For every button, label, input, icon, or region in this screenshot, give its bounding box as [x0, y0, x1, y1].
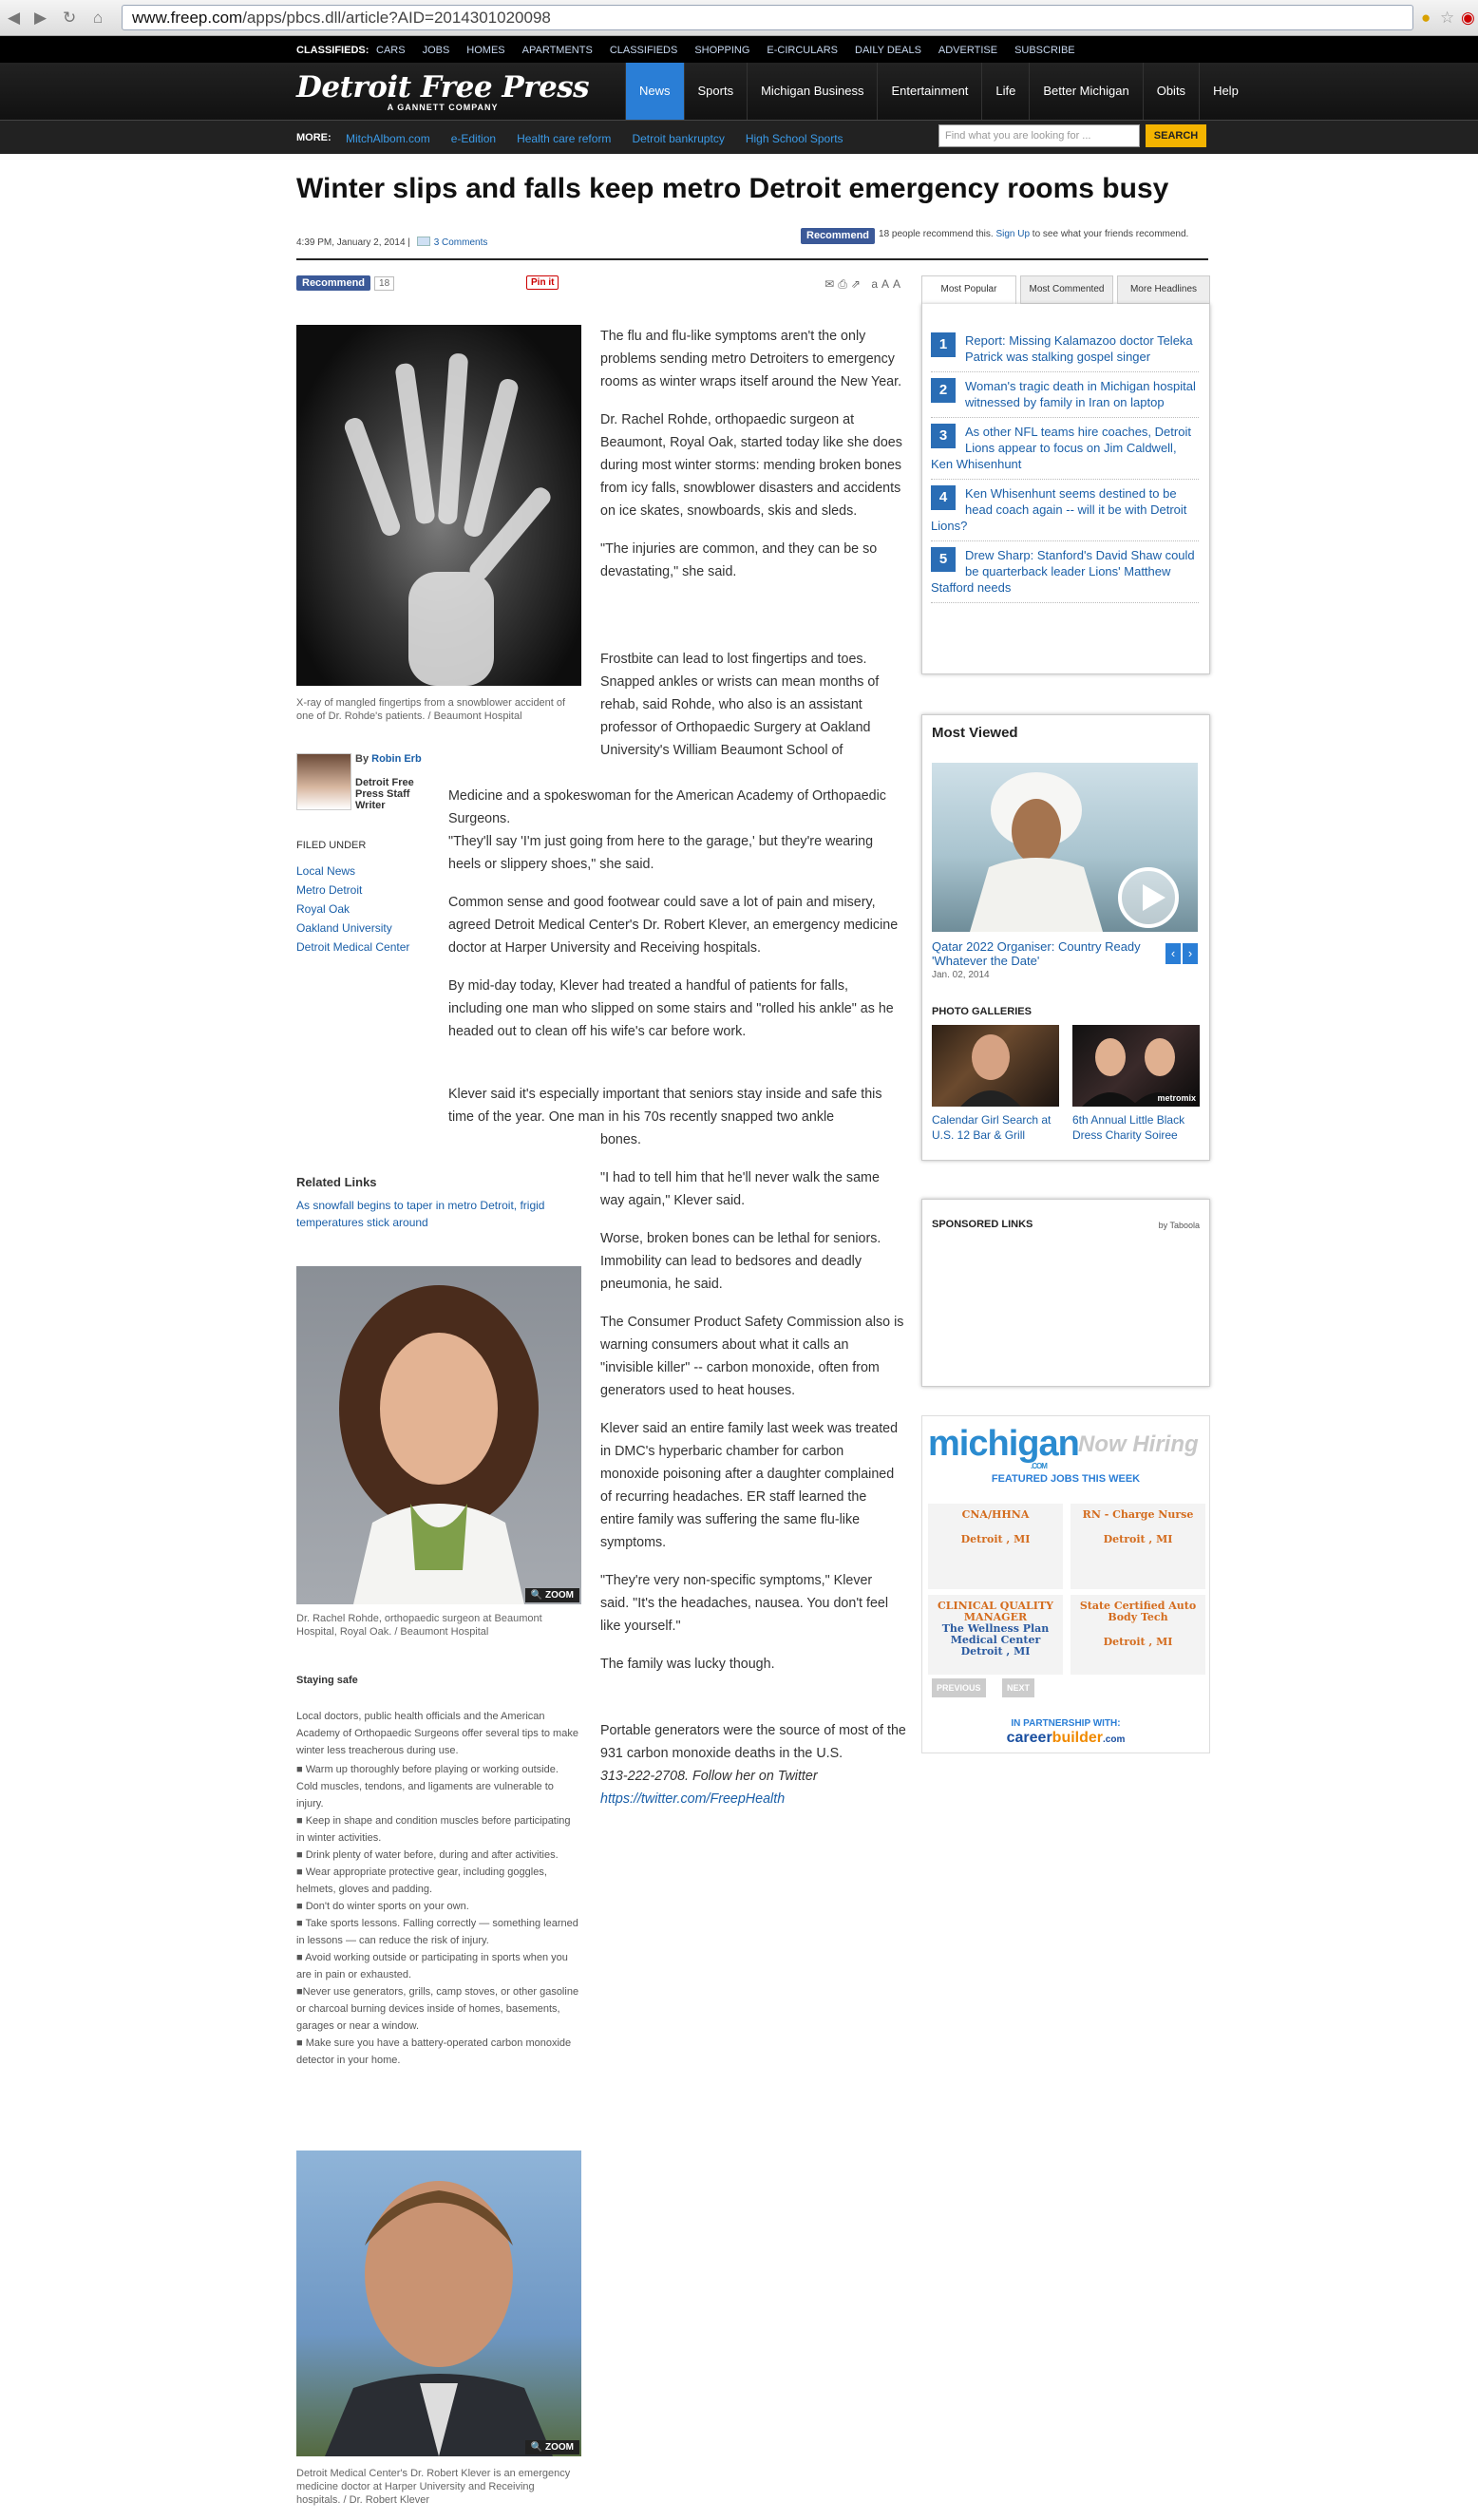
article-paragraph: Common sense and good footwear could save a lot of pain and misery, agreed Detroit Medical Center's Dr. Robert Klever, an emergency medicine doctor at Harper University and Receiving hospitals. [448, 895, 899, 956]
popular-link[interactable]: Ken Whisenhunt seems destined to be head coach again -- will it be with Detroit Lions? [931, 486, 1187, 533]
article-paragraph: The Consumer Product Safety Commission also is warning consumers about what it calls an "invisible killer" -- carbon monoxide, often from generators used to heat houses. [600, 1315, 904, 1398]
classifieds-links [376, 45, 1092, 56]
staying-safe-item: ■ Make sure you have a battery-operated carbon monoxide detector in your home. [296, 2037, 572, 2066]
rank-badge: 1 [931, 332, 956, 357]
classified-link-daily-deals[interactable]: DAILY DEALS [855, 45, 921, 56]
headline-rule [296, 258, 1208, 260]
video-thumbnail[interactable] [932, 763, 1198, 932]
sponsored-links-title: SPONSORED LINKS [932, 1219, 1033, 1230]
print-icon[interactable]: ⎙ [838, 277, 851, 291]
classified-link-subscribe[interactable]: SUBSCRIBE [1014, 45, 1075, 56]
filed-under-link[interactable]: Local News [296, 864, 356, 878]
author-role: Detroit Free Press Staff Writer [355, 777, 414, 811]
gallery-link-2[interactable]: 6th Annual Little Black Dress Charity Soiree [1072, 1113, 1185, 1142]
author-avatar [296, 753, 351, 810]
search-input[interactable]: Find what you are looking for ... [938, 124, 1140, 147]
article-paragraph: "They'll say 'I'm just going from here to the garage,' but they're wearing heels or slippery shoes," she said. [448, 834, 874, 872]
video-date: Jan. 02, 2014 [932, 970, 990, 980]
staying-safe-item: ■ Drink plenty of water before, during and after activities. [296, 1849, 559, 1861]
sidebar-tabs [921, 275, 1210, 304]
article-paragraph: Portable generators were the source of most of the 931 carbon monoxide deaths in the U.S. 313-222-2708. Follow her on Twitter https://twitter.com/FreepHealth [600, 1723, 906, 1807]
classified-link-shopping[interactable]: SHOPPING [694, 45, 750, 56]
staying-safe-item: ■ Keep in shape and condition muscles before participating in winter activities. [296, 1815, 571, 1844]
tab-more-headlines[interactable]: More Headlines [1117, 275, 1210, 304]
nav-item-sports[interactable]: Sports [684, 63, 748, 120]
popular-link[interactable]: Drew Sharp: Stanford's David Shaw could be quarterback leader Lions' Matthew Stafford needs [931, 548, 1195, 595]
classified-link-cars[interactable]: CARS [376, 45, 406, 56]
jobs-widget [921, 1415, 1210, 1753]
popular-link[interactable]: Report: Missing Kalamazoo doctor Teleka Patrick was stalking gospel singer [965, 333, 1193, 364]
nav-item-news[interactable]: News [625, 63, 684, 120]
related-links [296, 1175, 581, 1231]
share-icon[interactable]: ⇗ [850, 277, 864, 291]
next-button[interactable]: NEXT [1002, 1678, 1034, 1697]
bookmark-star-icon[interactable]: ☆ [1440, 9, 1455, 27]
gallery-watermark: metromix [1157, 1093, 1196, 1103]
staying-safe-item: ■ Warm up thoroughly before playing or working outside. Cold muscles, tendons, and ligaments are vulnerable to injury. [296, 1764, 559, 1809]
nav-item-obits[interactable]: Obits [1143, 63, 1199, 120]
zoom-button[interactable]: 🔍 ZOOM [525, 1588, 579, 1602]
recommend-box [801, 228, 1209, 244]
extension-icon[interactable]: ● [1421, 9, 1431, 27]
timestamp: 4:39 PM, January 2, 2014 [296, 237, 406, 248]
more-label: MORE: [296, 132, 332, 143]
popular-link[interactable]: As other NFL teams hire coaches, Detroit Lions appear to focus on Jim Caldwell, Ken Whisenhunt [931, 425, 1191, 471]
fb-recommend-button[interactable]: Recommend [801, 228, 875, 244]
filed-under-link[interactable]: Detroit Medical Center [296, 940, 410, 954]
reload-icon[interactable]: ↻ [63, 9, 77, 27]
rank-badge: 4 [931, 485, 956, 510]
article-body-bottom [600, 1166, 904, 1691]
article-paragraph: "They're very non-specific symptoms," Klever said. "It's the headaches, nausea. You don't feel like yourself." [600, 1573, 889, 1634]
job-listing[interactable]: CNA/HHNA Detroit , MI [928, 1504, 1063, 1589]
article-body-top [600, 325, 904, 598]
article-paragraph: Klever said an entire family last week was treated in DMC's hyperbaric chamber for carbon monoxide poisoning after a daughter complained of recurring headaches. ER staff learned the entire family was suffering the same flu-like symptoms. [600, 1421, 899, 1550]
nav-item-help[interactable]: Help [1199, 63, 1252, 120]
related-links-label: Related Links [296, 1175, 377, 1189]
article-paragraph: The family was lucky though. [600, 1657, 775, 1672]
xray-photo[interactable] [296, 325, 581, 686]
partnership-label: IN PARTNERSHIP WITH: [1011, 1718, 1121, 1729]
nav-item-better-michigan[interactable]: Better Michigan [1029, 63, 1142, 120]
most-viewed-title: Most Viewed [932, 725, 1018, 741]
popular-item[interactable] [931, 480, 1199, 541]
home-icon[interactable]: ⌂ [93, 9, 104, 27]
back-icon[interactable]: ◀ [8, 9, 21, 27]
share-count: 18 [374, 276, 394, 291]
signup-text: to see what your friends recommend. [1032, 229, 1189, 239]
more-link[interactable]: Detroit bankruptcy [632, 132, 725, 145]
staying-safe-item: ■ Avoid working outside or participating in sports when you are in pain or exhausted. [296, 1952, 568, 1980]
job-listing[interactable]: CLINICAL QUALITY MANAGER The Wellness Plan Medical Center Detroit , MI [928, 1595, 1063, 1675]
tab-most-popular[interactable]: Most Popular [921, 275, 1016, 304]
article-body-mid [448, 830, 904, 1058]
rank-badge: 3 [931, 424, 956, 448]
zoom-button[interactable]: 🔍 ZOOM [525, 2440, 579, 2454]
article-paragraph: Medicine and a spokeswoman for the American Academy of Orthopaedic Surgeons. [448, 788, 886, 826]
popular-link[interactable]: Woman's tragic death in Michigan hospital witnessed by family in Iran on laptop [965, 379, 1196, 409]
article-paragraph: "The injuries are common, and they can be so devastating," she said. [600, 541, 878, 579]
figure1-caption: X-ray of mangled fingertips from a snowblower accident of one of Dr. Rohde's patients. / Beaumont Hospital [296, 697, 566, 722]
staying-safe-item: Local doctors, public health officials and the American Academy of Orthopaedic Surgeons offer several tips to make winter less treacherous during use. [296, 1711, 578, 1756]
klever-portrait-image [296, 2151, 581, 2456]
staying-safe-title: Staying safe [296, 1675, 358, 1686]
filed-under-list [296, 864, 409, 954]
photo-galleries-label: PHOTO GALLERIES [932, 1006, 1032, 1017]
site-logo[interactable]: Detroit Free Press A GANNETT COMPANY [296, 70, 590, 112]
article-headline: Winter slips and falls keep metro Detroit emergency rooms busy [296, 173, 1169, 204]
rohde-photo[interactable] [296, 1266, 581, 1604]
contact-line: 313-222-2708. Follow her on Twitter [600, 1769, 818, 1784]
taboola-credit[interactable]: by Taboola [1158, 1221, 1200, 1230]
filed-under-link[interactable]: Metro Detroit [296, 883, 363, 897]
browser-toolbar [0, 0, 1478, 36]
article-meta: 4:39 PM, January 2, 2014 | 3 Comments [296, 237, 488, 248]
gallery-thumb-1[interactable] [932, 1025, 1059, 1107]
more-link[interactable]: High School Sports [745, 132, 843, 145]
comment-icon [417, 237, 430, 246]
comments-link[interactable]: 3 Comments [433, 237, 488, 248]
article-paragraph: By mid-day today, Klever had treated a handful of patients for falls, including one man who slipped on some stairs and "rolled his ankle" as he headed out to clean off his wife's car before work. [448, 978, 894, 1039]
staying-safe-list [296, 1708, 581, 2069]
filed-under [296, 840, 409, 959]
staying-safe-box [296, 1672, 581, 2069]
video-title-link[interactable]: Qatar 2022 Organiser: Country Ready 'Whatever the Date' [932, 939, 1141, 968]
article-tools [824, 277, 904, 292]
play-icon[interactable] [1118, 867, 1179, 928]
popular-item[interactable] [931, 541, 1199, 603]
popular-item[interactable] [931, 418, 1199, 480]
email-icon[interactable]: ✉ [824, 277, 839, 291]
tab-most-commented[interactable]: Most Commented [1020, 275, 1113, 304]
article-paragraph: The flu and flu-like symptoms aren't the only problems sending metro Detroiters to emergency rooms as winter wraps itself around the New Year. [600, 329, 902, 389]
masthead [0, 63, 1478, 120]
staying-safe-item: ■ Don't do winter sports on your own. [296, 1901, 469, 1912]
most-viewed-panel [921, 714, 1210, 1161]
opera-icon[interactable]: ◉ [1461, 9, 1475, 27]
more-links [346, 132, 864, 145]
more-link[interactable]: MitchAlbom.com [346, 132, 430, 145]
staying-safe-item: ■ Wear appropriate protective gear, including goggles, helmets, gloves and padding. [296, 1866, 547, 1895]
job-listing[interactable]: RN - Charge Nurse Detroit , MI [1071, 1504, 1205, 1589]
classified-link-jobs[interactable]: JOBS [422, 45, 450, 56]
more-link[interactable]: e-Edition [450, 132, 497, 145]
twitter-link[interactable]: https://twitter.com/FreepHealth [600, 1791, 786, 1807]
sponsored-links-panel [921, 1199, 1210, 1387]
filed-under-link[interactable]: Oakland University [296, 921, 392, 935]
article-paragraph: Dr. Rachel Rohde, orthopaedic surgeon at Beaumont, Royal Oak, started today like she does during most winter storms: mending broken bones from icy falls, snowblower disasters and accidents on ice skates, snowboards, skis and sleds. [600, 412, 902, 519]
article-paragraph: Worse, broken bones can be lethal for seniors. Immobility can lead to bedsores and deadly pneumonia, he said. [600, 1231, 881, 1292]
figure2-caption: Dr. Rachel Rohde, orthopaedic surgeon at Beaumont Hospital, Royal Oak. / Beaumont Hospital [296, 1613, 542, 1638]
byline-author: By Robin Erb [355, 753, 422, 765]
staying-safe-item: ■Never use generators, grills, camp stoves, or other gasoline or charcoal burning devices inside of homes, basements, garages or near a window. [296, 1986, 579, 2032]
gallery-thumb-2[interactable] [1072, 1025, 1200, 1107]
gallery-image-1 [932, 1025, 1059, 1107]
article-paragraph: Klever said it's especially important that seniors stay inside and safe this time of the year. One man in his 70s recently snapped two ankle [448, 1087, 882, 1125]
author-link[interactable]: Robin Erb [371, 753, 422, 765]
filed-under-link[interactable]: Royal Oak [296, 902, 351, 916]
pinterest-button[interactable]: Pin it [526, 275, 559, 290]
job-listing[interactable]: State Certified Auto Body Tech Detroit , MI [1071, 1595, 1205, 1675]
rohde-portrait-image [296, 1266, 581, 1604]
classified-link-advertise[interactable]: ADVERTISE [938, 45, 998, 56]
share-bar [296, 275, 904, 296]
klever-photo[interactable] [296, 2151, 581, 2456]
classifieds-bar [0, 36, 1478, 63]
now-hiring-label: Now Hiring [1078, 1431, 1199, 1457]
michigan-com-logo[interactable]: michigan .COM [928, 1424, 1079, 1470]
nav-item-michigan-business[interactable]: Michigan Business [747, 63, 877, 120]
careerbuilder-logo[interactable]: careerbuilder.com [1006, 1730, 1126, 1746]
xray-hand-image [296, 325, 581, 686]
nav-item-entertainment[interactable]: Entertainment [877, 63, 981, 120]
next-arrow-icon[interactable]: › [1183, 943, 1198, 964]
forward-icon[interactable]: ▶ [34, 9, 47, 27]
recommend-count-text: 18 people recommend this. [879, 229, 994, 239]
article-paragraph: bones. [600, 1132, 641, 1147]
article-paragraph: Frostbite can lead to lost fingertips and toes. Snapped ankles or wrists can mean months of rehab, said Rohde, who also is an assistant professor of Orthopaedic Surgery at Oakland University's William Beaumont School of [600, 652, 880, 758]
gallery-link-1[interactable]: Calendar Girl Search at U.S. 12 Bar & Grill [932, 1113, 1052, 1142]
rank-badge: 5 [931, 547, 956, 572]
nav-item-life[interactable]: Life [981, 63, 1029, 120]
article-paragraph: "I had to tell him that he'll never walk the same way again," Klever said. [600, 1170, 880, 1208]
main-nav [625, 63, 1252, 120]
classified-link-apartments[interactable]: APARTMENTS [521, 45, 593, 56]
prev-arrow-icon[interactable]: ‹ [1165, 943, 1181, 964]
staying-safe-item: ■ Take sports lessons. Falling correctly — something learned in lessons — can reduce the risk of injury. [296, 1918, 578, 1946]
address-bar[interactable]: www.freep.com/apps/pbcs.dll/article?AID=2014301020098 [122, 5, 1413, 30]
most-popular-list [931, 327, 1199, 603]
fb-recommend-share-button[interactable]: Recommend [296, 275, 370, 291]
search-button[interactable]: SEARCH [1146, 124, 1206, 147]
previous-button[interactable]: PREVIOUS [932, 1678, 986, 1697]
figure3-caption: Detroit Medical Center's Dr. Robert Klever is an emergency medicine doctor at Harper University and Receiving hospitals. / Dr. Robert Klever [296, 2468, 571, 2506]
rank-badge: 2 [931, 378, 956, 403]
popular-item[interactable] [931, 327, 1199, 372]
classified-link-classifieds[interactable]: CLASSIFIEDS [609, 45, 678, 56]
signup-link[interactable]: Sign Up [995, 229, 1031, 239]
more-bar [0, 120, 1478, 154]
classifieds-label: CLASSIFIEDS: [296, 45, 370, 56]
classified-link-e-circulars[interactable]: E-CIRCULARS [767, 45, 838, 56]
text-size-icon[interactable]: aAA [871, 277, 904, 291]
more-link[interactable]: Health care reform [517, 132, 612, 145]
popular-item[interactable] [931, 372, 1199, 418]
classified-link-homes[interactable]: HOMES [466, 45, 505, 56]
related-link[interactable]: As snowfall begins to taper in metro Detroit, frigid temperatures stick around [296, 1199, 545, 1229]
filed-under-label: FILED UNDER [296, 840, 367, 851]
featured-jobs-label: FEATURED JOBS THIS WEEK [991, 1473, 1141, 1485]
